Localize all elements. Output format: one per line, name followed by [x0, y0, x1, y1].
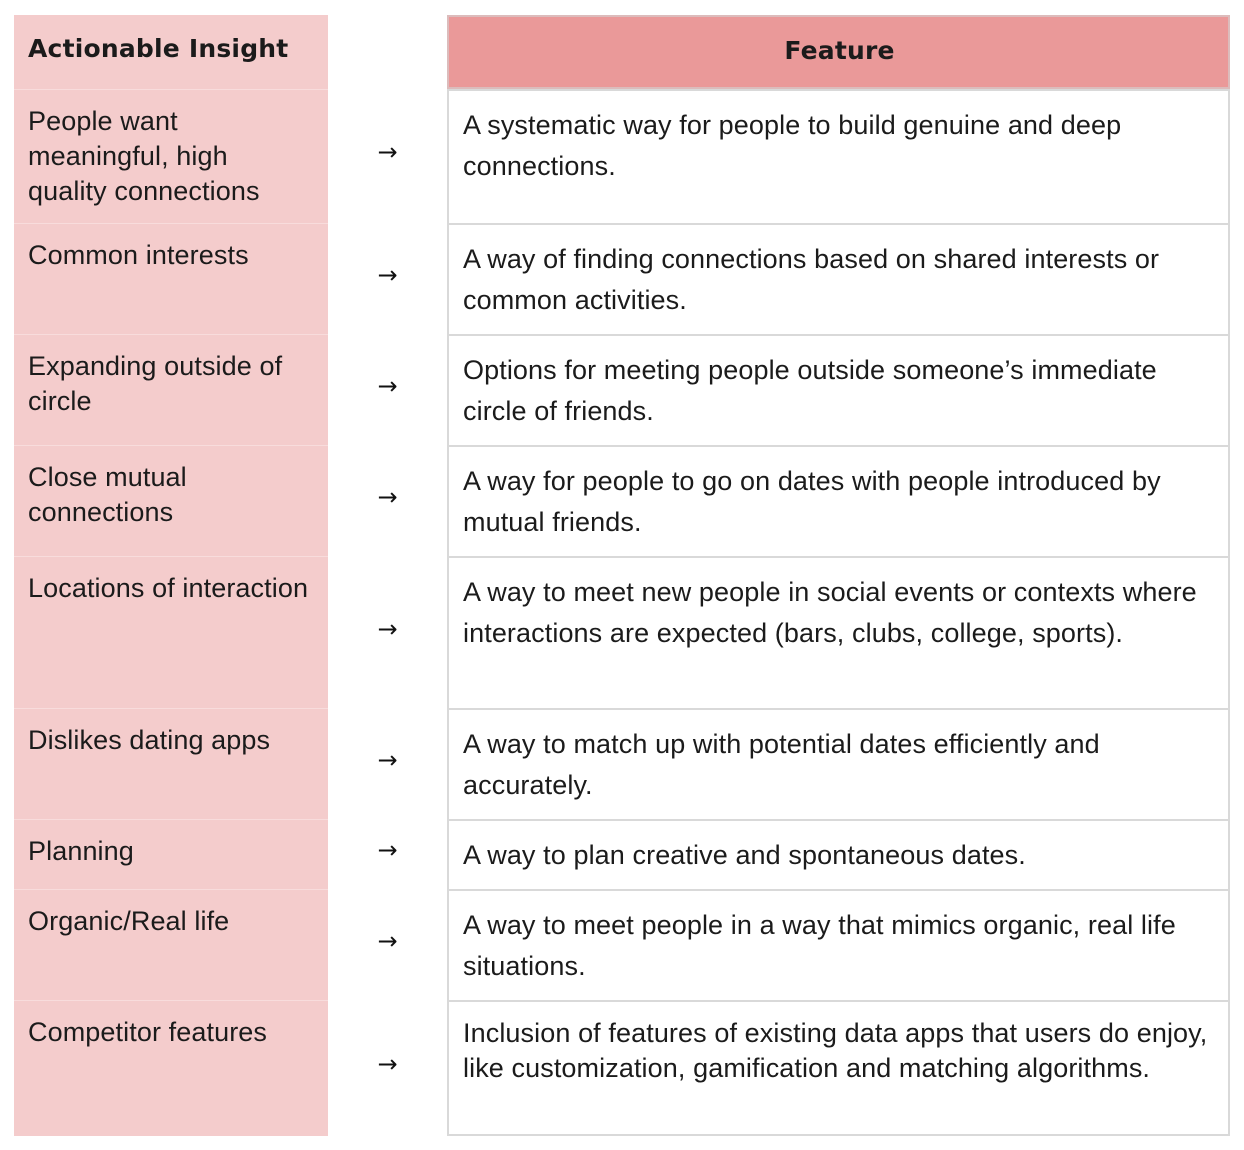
- insight-cell: Competitor features: [14, 1000, 328, 1136]
- insight-cell: Locations of interaction: [14, 556, 328, 708]
- feature-cell: A way of finding connections based on shared interests or common activities.: [447, 223, 1230, 334]
- feature-cell: A way to meet people in a way that mimics organic, real life situations.: [447, 889, 1230, 1000]
- insight-column-header: Actionable Insight: [14, 15, 328, 89]
- right-arrow-icon: →: [377, 1050, 398, 1078]
- right-arrow-icon: →: [377, 261, 398, 289]
- feature-column-header: Feature: [447, 15, 1230, 89]
- insight-cell: People want meaningful, high quality connections: [14, 89, 328, 223]
- right-arrow-icon: →: [377, 927, 398, 955]
- feature-cell: Options for meeting people outside someone’s immediate circle of friends.: [447, 334, 1230, 445]
- insight-cell: Common interests: [14, 223, 328, 334]
- insight-cell: Dislikes dating apps: [14, 708, 328, 819]
- insight-cell: Close mutual connections: [14, 445, 328, 556]
- right-arrow-icon: →: [377, 372, 398, 400]
- feature-cell: Inclusion of features of existing data apps that users do enjoy, like customization, gamification and matching algorithms.: [447, 1000, 1230, 1136]
- right-arrow-icon: →: [377, 746, 398, 774]
- feature-cell: A way for people to go on dates with people introduced by mutual friends.: [447, 445, 1230, 556]
- right-arrow-icon: →: [377, 483, 398, 511]
- insight-cell: Expanding outside of circle: [14, 334, 328, 445]
- feature-column: [447, 15, 1230, 1136]
- feature-cell: A way to match up with potential dates efficiently and accurately.: [447, 708, 1230, 819]
- feature-cell: A way to meet new people in social events or contexts where interactions are expected (bars, clubs, college, sports).: [447, 556, 1230, 708]
- arrow-column: [328, 15, 447, 1136]
- insight-cell: Organic/Real life: [14, 889, 328, 1000]
- right-arrow-icon: →: [377, 836, 398, 864]
- insight-column: [14, 15, 328, 1136]
- insight-cell: Planning: [14, 819, 328, 889]
- feature-cell: A systematic way for people to build genuine and deep connections.: [447, 89, 1230, 223]
- right-arrow-icon: →: [377, 138, 398, 166]
- right-arrow-icon: →: [377, 615, 398, 643]
- feature-cell: A way to plan creative and spontaneous dates.: [447, 819, 1230, 889]
